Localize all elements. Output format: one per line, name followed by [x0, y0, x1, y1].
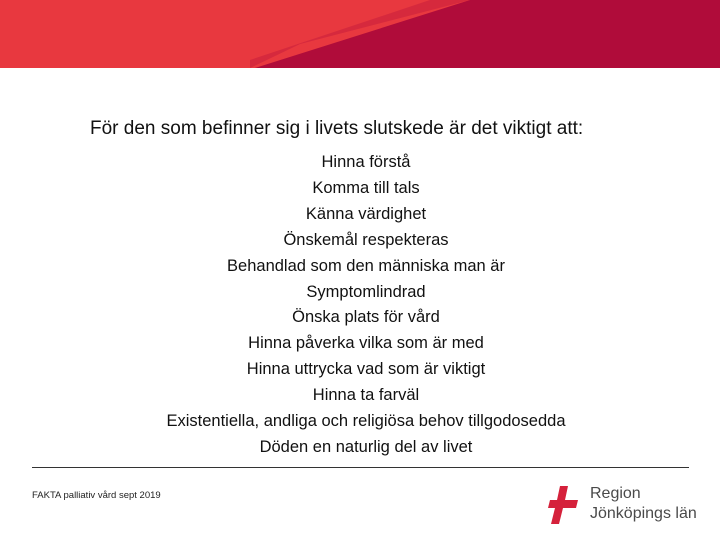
criteria-list: [0, 150, 720, 461]
list-item: Hinna påverka vilka som är med: [248, 334, 484, 353]
list-item: Existentiella, andliga och religiösa behov tillgodosedda: [166, 412, 566, 431]
list-item: Hinna uttrycka vad som är viktigt: [246, 360, 486, 379]
list-item: Behandlad som den människa man är: [227, 256, 505, 275]
list-item: Önskemål respekteras: [283, 230, 449, 249]
list-item: Komma till tals: [312, 178, 420, 197]
region-cross-logo-icon: [546, 484, 586, 526]
logo-line-region: Region: [590, 485, 641, 502]
region-logo: [546, 480, 720, 530]
list-item: Döden en naturlig del av livet: [259, 437, 473, 456]
header-banner: [0, 0, 720, 68]
list-item: Önska plats för vård: [292, 308, 440, 327]
list-item: Hinna förstå: [321, 153, 411, 171]
intro-text: För den som befinner sig i livets slutskede är det viktigt att:: [90, 118, 584, 139]
source-note: FAKTA palliativ vård sept 2019: [32, 490, 161, 501]
footer-divider: [32, 467, 689, 468]
list-item: Känna värdighet: [305, 204, 427, 223]
list-item: Symptomlindrad: [306, 282, 426, 301]
logo-line-county: Jönköpings län: [590, 505, 697, 522]
list-item: Hinna ta farväl: [312, 386, 420, 405]
